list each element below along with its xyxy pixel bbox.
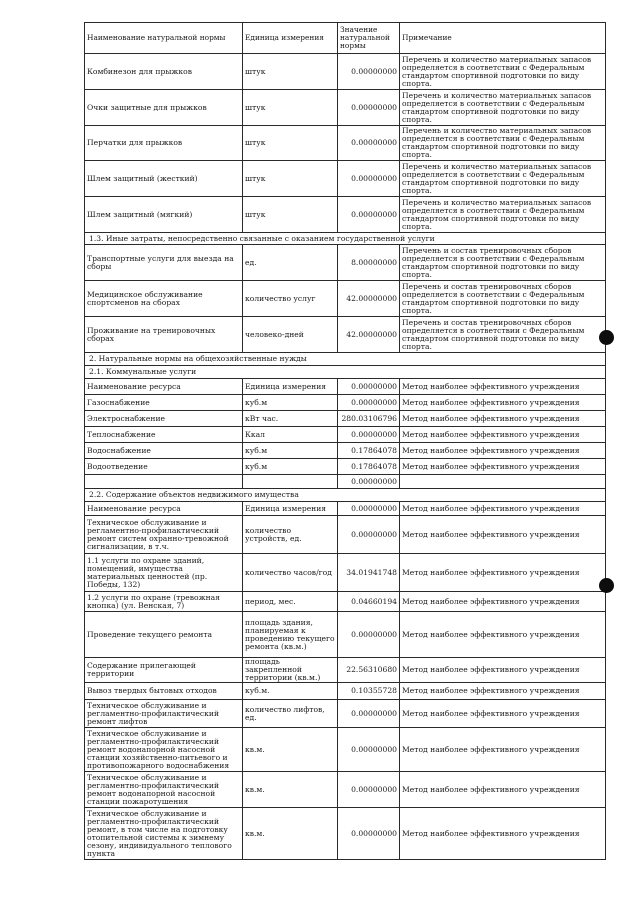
row-value: 0.00000000 [338, 161, 400, 197]
table-row [85, 379, 606, 395]
row-unit: период, мес. [243, 592, 338, 612]
row-note: Метод наиболее эффективного учреждения [400, 427, 606, 443]
row-name: Вывоз твердых бытовых отходов [85, 683, 243, 700]
row-note: Метод наиболее эффективного учреждения [400, 808, 606, 860]
row-unit: Ккал [243, 427, 338, 443]
row-name: Водоснабжение [85, 443, 243, 459]
row-value: 0.00000000 [338, 427, 400, 443]
row-name: Содержание прилегающей территории [85, 658, 243, 683]
row-name: Наименование ресурса [85, 379, 243, 395]
table-row [85, 197, 606, 233]
norms-table [84, 22, 606, 860]
row-name: Техническое обслуживание и регламентно-профилактический ремонт водонапорной насосной станции пожаротушения [85, 772, 243, 808]
row-note: Перечень и количество материальных запасов определяется в соответствии с Федеральным стандартом спортивной подготовки по виду спорта. [400, 197, 606, 233]
row-note: Метод наиболее эффективного учреждения [400, 411, 606, 427]
table-row [85, 700, 606, 728]
row-note: Метод наиболее эффективного учреждения [400, 728, 606, 772]
row-name: Комбинезон для прыжков [85, 54, 243, 90]
row-value: 0.17864078 [338, 459, 400, 475]
row-note: Метод наиболее эффективного учреждения [400, 459, 606, 475]
row-unit: куб.м [243, 395, 338, 411]
row-value: 0.00000000 [338, 772, 400, 808]
row-note: Метод наиболее эффективного учреждения [400, 516, 606, 554]
row-note: Перечень и количество материальных запасов определяется в соответствии с Федеральным стандартом спортивной подготовки по виду спорта. [400, 90, 606, 126]
row-name: Газоснабжение [85, 395, 243, 411]
row-value: 0.00000000 [338, 379, 400, 395]
row-name: Шлем защитный (мягкий) [85, 197, 243, 233]
row-unit: кв.м. [243, 728, 338, 772]
row-value: 0.00000000 [338, 700, 400, 728]
row-unit: кв.м. [243, 808, 338, 860]
table-row [85, 808, 606, 860]
row-unit: Единица измерения [243, 379, 338, 395]
table-row [85, 161, 606, 197]
row-note: Метод наиболее эффективного учреждения [400, 683, 606, 700]
row-unit: количество лифтов, ед. [243, 700, 338, 728]
header-note: Примечание [400, 23, 606, 54]
header-name: Наименование натуральной нормы [85, 23, 243, 54]
row-value: 42.00000000 [338, 317, 400, 353]
table-row [85, 516, 606, 554]
row-note: Метод наиболее эффективного учреждения [400, 700, 606, 728]
table-row [85, 395, 606, 411]
row-note: Метод наиболее эффективного учреждения [400, 658, 606, 683]
row-value: 0.00000000 [338, 516, 400, 554]
row-note: Перечень и состав тренировочных сборов определяется в соответствии с Федеральным стандартом спортивной подготовки по виду спорта. [400, 245, 606, 281]
row-value: 0.00000000 [338, 126, 400, 161]
row-unit: кв.м. [243, 772, 338, 808]
row-note: Перечень и состав тренировочных сборов определяется в соответствии с Федеральным стандартом спортивной подготовки по виду спорта. [400, 317, 606, 353]
row-unit: штук [243, 90, 338, 126]
hole-punch-mark-top [599, 330, 614, 345]
row-value: 0.10355728 [338, 683, 400, 700]
row-unit [243, 475, 338, 489]
row-note: Метод наиболее эффективного учреждения [400, 592, 606, 612]
table-row [85, 554, 606, 592]
table-row [85, 772, 606, 808]
row-value: 280.03106796 [338, 411, 400, 427]
row-unit: человеко-дней [243, 317, 338, 353]
table-row [85, 281, 606, 317]
row-value: 0.17864078 [338, 443, 400, 459]
section-heading-2-2: 2.2. Содержание объектов недвижимого имущества [85, 489, 606, 502]
section-heading-2-1: 2.1. Коммунальные услуги [85, 366, 606, 379]
row-note: Метод наиболее эффективного учреждения [400, 772, 606, 808]
hole-punch-mark-bottom [599, 578, 614, 593]
row-name: 1.1 услуги по охране зданий, помещений, имущества материальных ценностей (пр. Победы, 132) [85, 554, 243, 592]
header-value: Значение натуральной нормы [338, 23, 400, 54]
table-row [85, 245, 606, 281]
row-name: Наименование ресурса [85, 502, 243, 516]
row-unit: штук [243, 126, 338, 161]
row-unit: количество часов/год [243, 554, 338, 592]
row-name: Очки защитные для прыжков [85, 90, 243, 126]
row-value: 0.00000000 [338, 197, 400, 233]
row-unit: площадь здания, планируемая к проведению текущего ремонта (кв.м.) [243, 612, 338, 658]
row-value: 0.00000000 [338, 54, 400, 90]
row-value: 22.56310680 [338, 658, 400, 683]
row-note: Перечень и количество материальных запасов определяется в соответствии с Федеральным стандартом спортивной подготовки по виду спорта. [400, 54, 606, 90]
table-row [85, 459, 606, 475]
norms-page [84, 22, 605, 860]
row-unit: штук [243, 161, 338, 197]
row-name: Техническое обслуживание и регламентно-профилактический ремонт, в том числе на подготовку отопительной системы к зимнему сезону, индивидуального теплового пункта [85, 808, 243, 860]
table-row [85, 612, 606, 658]
table-row [85, 317, 606, 353]
table-row [85, 443, 606, 459]
table-row [85, 728, 606, 772]
row-note: Перечень и количество материальных запасов определяется в соответствии с Федеральным стандартом спортивной подготовки по виду спорта. [400, 161, 606, 197]
table-row [85, 54, 606, 90]
row-name: Проведение текущего ремонта [85, 612, 243, 658]
table-row [85, 126, 606, 161]
table-row [85, 427, 606, 443]
table-header-row [85, 23, 606, 54]
table-row [85, 592, 606, 612]
row-value: 42.00000000 [338, 281, 400, 317]
row-unit: ед. [243, 245, 338, 281]
row-name: Транспортные услуги для выезда на сборы [85, 245, 243, 281]
row-name: Техническое обслуживание и регламентно-профилактический ремонт водонапорной насосной станции хозяйственно-питьевого и противопожарного водоснабжения [85, 728, 243, 772]
row-name: Водоотведение [85, 459, 243, 475]
row-note: Перечень и состав тренировочных сборов определяется в соответствии с Федеральным стандартом спортивной подготовки по виду спорта. [400, 281, 606, 317]
table-row [85, 90, 606, 126]
row-value: 0.00000000 [338, 395, 400, 411]
row-unit: куб.м. [243, 683, 338, 700]
row-value: 0.00000000 [338, 808, 400, 860]
row-unit: штук [243, 197, 338, 233]
row-note: Перечень и количество материальных запасов определяется в соответствии с Федеральным стандартом спортивной подготовки по виду спорта. [400, 126, 606, 161]
table-row [85, 475, 606, 489]
table-row [85, 658, 606, 683]
row-value: 0.04660194 [338, 592, 400, 612]
row-name: 1.2 услуги по охране (тревожная кнопка) (ул. Венская, 7) [85, 592, 243, 612]
row-unit: куб.м [243, 443, 338, 459]
row-note: Метод наиболее эффективного учреждения [400, 379, 606, 395]
row-name: Теплоснабжение [85, 427, 243, 443]
row-value: 8.00000000 [338, 245, 400, 281]
header-unit: Единица измерения [243, 23, 338, 54]
row-name: Техническое обслуживание и регламентно-профилактический ремонт лифтов [85, 700, 243, 728]
table-row [85, 683, 606, 700]
section-heading-1-3: 1.3. Иные затраты, непосредственно связанные с оказанием государственной услуги [85, 233, 606, 245]
row-name: Техническое обслуживание и регламентно-профилактический ремонт систем охранно-тревожной сигнализации, в т.ч. [85, 516, 243, 554]
table-row [85, 502, 606, 516]
row-note: Метод наиболее эффективного учреждения [400, 395, 606, 411]
row-value: 0.00000000 [338, 502, 400, 516]
row-unit: штук [243, 54, 338, 90]
table-row [85, 411, 606, 427]
row-note: Метод наиболее эффективного учреждения [400, 612, 606, 658]
row-name: Шлем защитный (жесткий) [85, 161, 243, 197]
row-name [85, 475, 243, 489]
row-unit: куб.м [243, 459, 338, 475]
row-note [400, 475, 606, 489]
section-heading-2: 2. Натуральные нормы на общехозяйственные нужды [85, 353, 606, 366]
row-value: 0.00000000 [338, 90, 400, 126]
row-unit: количество услуг [243, 281, 338, 317]
row-name: Медицинское обслуживание спортсменов на сборах [85, 281, 243, 317]
row-value: 0.00000000 [338, 728, 400, 772]
row-note: Метод наиболее эффективного учреждения [400, 554, 606, 592]
row-unit: количество устройств, ед. [243, 516, 338, 554]
row-name: Электроснабжение [85, 411, 243, 427]
row-note: Метод наиболее эффективного учреждения [400, 502, 606, 516]
row-unit: кВт час. [243, 411, 338, 427]
row-value: 0.00000000 [338, 475, 400, 489]
row-unit: Единица измерения [243, 502, 338, 516]
row-value: 0.00000000 [338, 612, 400, 658]
row-unit: площадь закрепленной территории (кв.м.) [243, 658, 338, 683]
row-name: Проживание на тренировочных сборах [85, 317, 243, 353]
row-name: Перчатки для прыжков [85, 126, 243, 161]
row-value: 34.01941748 [338, 554, 400, 592]
row-note: Метод наиболее эффективного учреждения [400, 443, 606, 459]
